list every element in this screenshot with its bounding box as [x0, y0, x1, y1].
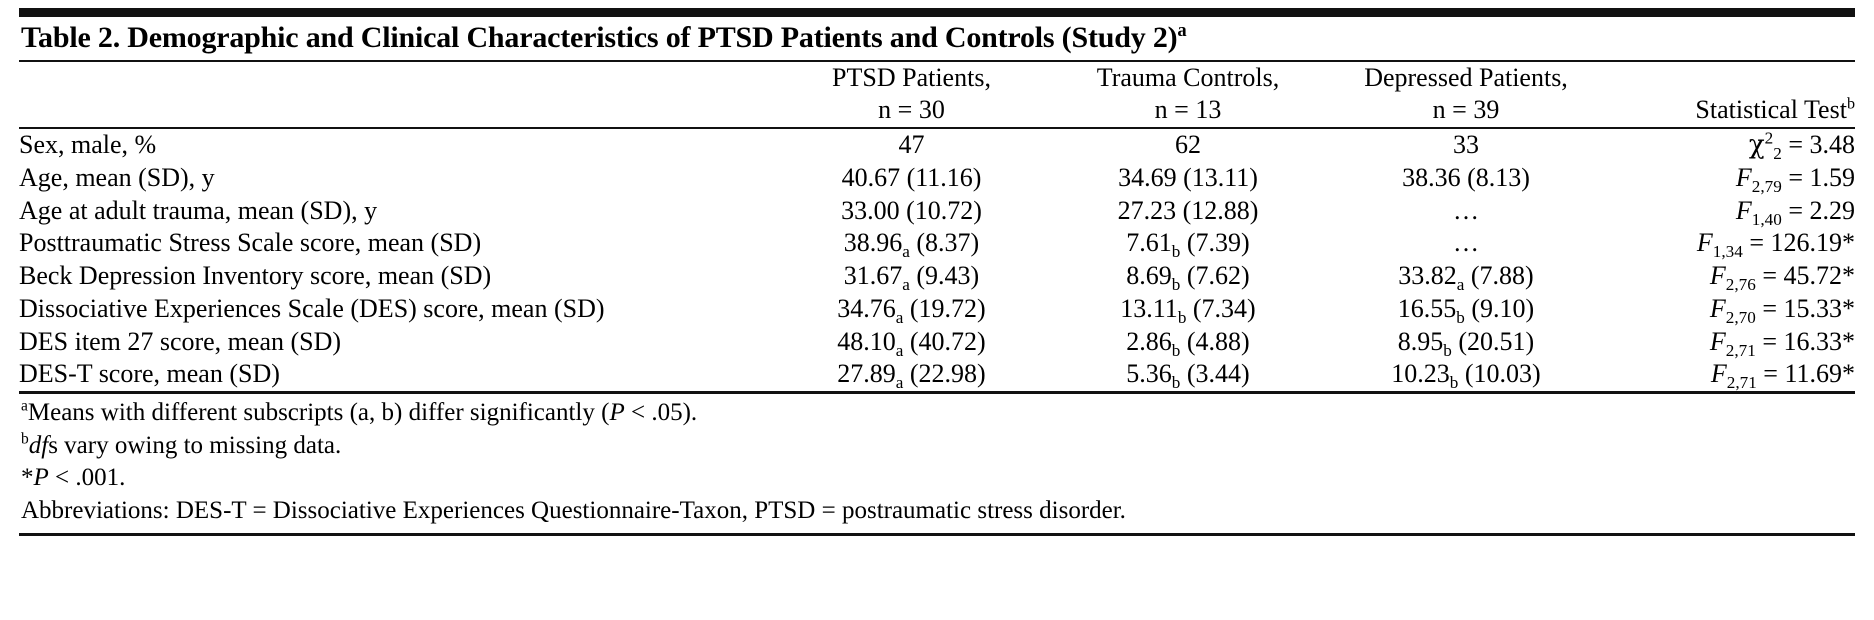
- row-label-des: Dissociative Experiences Scale (DES) score, mean (SD): [19, 293, 605, 323]
- column-header-stat-footnote-marker: b: [1846, 95, 1855, 113]
- cell-pss-ptsd-sd: (8.37): [909, 228, 980, 258]
- f-symbol: F: [1735, 162, 1752, 192]
- footnote-a: [19, 397, 1855, 430]
- cell-age-trauma-ptsd: 33.00 (10.72): [841, 195, 982, 225]
- cell-bdi-trauma-value: 8.69: [1126, 261, 1172, 291]
- footnote-abbreviations: Abbreviations: DES-T = Dissociative Experiences Questionnaire-Taxon, PTSD = postraumatic stress disorder.: [21, 496, 1126, 524]
- cell-des27-stat-value: = 16.33*: [1762, 326, 1855, 356]
- footnote-a-text-2: < .05).: [624, 399, 698, 427]
- column-header-statistical-test: [1610, 62, 1855, 128]
- chi-square-symbol: χ: [1748, 130, 1765, 161]
- table-row: [19, 195, 1855, 228]
- column-header-trauma-line2: n = 13: [1154, 95, 1222, 125]
- cell-sex-ptsd: 47: [898, 130, 925, 160]
- cell-pss-depressed: …: [1453, 228, 1479, 258]
- cell-bdi-trauma: [1054, 260, 1322, 293]
- cell-bdi-depressed-sd: (7.88): [1464, 261, 1534, 291]
- cell-des-depressed-subscript: b: [1456, 308, 1465, 328]
- table-top-rule: [19, 8, 1855, 17]
- cell-age-trauma-depressed: …: [1453, 195, 1479, 225]
- table-container: [19, 0, 1855, 536]
- cell-des27-ptsd-subscript: a: [895, 340, 904, 360]
- cell-des27-ptsd-value: 48.10: [837, 326, 896, 356]
- cell-age-trauma-stat: [1610, 195, 1855, 228]
- cell-pss-trauma-sd: (7.39): [1180, 228, 1250, 258]
- data-table: [19, 62, 1855, 128]
- column-header-trauma-controls: [1054, 62, 1322, 128]
- table-row: [19, 326, 1855, 359]
- footnote-b: [19, 430, 1855, 463]
- footnote-star-text: < .001.: [48, 464, 126, 492]
- cell-dest-ptsd-sd: (22.98): [903, 359, 986, 389]
- cell-bdi-trauma-subscript: b: [1171, 275, 1181, 295]
- cell-des-ptsd-sd: (19.72): [903, 293, 986, 323]
- cell-des-depressed-sd: (9.10): [1464, 293, 1535, 323]
- cell-dest-depressed-value: 10.23: [1391, 359, 1450, 389]
- cell-pss-ptsd-subscript: a: [902, 242, 910, 262]
- footnote-a-italic: P: [609, 399, 625, 427]
- footnote-a-text-1: Means with different subscripts (a, b) differ significantly (: [27, 399, 610, 427]
- table-row: [19, 227, 1855, 260]
- cell-pss-stat: [1610, 227, 1855, 260]
- cell-des27-depressed: [1322, 326, 1610, 359]
- f-symbol: F: [1710, 359, 1727, 389]
- cell-des-ptsd: [769, 293, 1054, 326]
- table-title-footnote-marker: a: [1177, 20, 1187, 41]
- cell-des-depressed-value: 16.55: [1397, 293, 1457, 323]
- f-subscript: 2,71: [1725, 340, 1756, 360]
- f-symbol: F: [1709, 293, 1726, 323]
- table-title-text: Table 2. Demographic and Clinical Characteristics of PTSD Patients and Controls (Study 2): [21, 21, 1178, 54]
- f-subscript: 2,71: [1726, 373, 1757, 393]
- f-symbol: F: [1735, 195, 1752, 225]
- row-label-bdi: Beck Depression Inventory score, mean (SD): [19, 261, 492, 291]
- cell-des27-trauma-sd: (4.88): [1180, 326, 1250, 356]
- cell-dest-stat-value: = 11.69*: [1763, 359, 1855, 389]
- cell-sex-stat-value: = 3.48: [1788, 130, 1855, 160]
- cell-dest-trauma-subscript: b: [1171, 373, 1181, 393]
- row-label-des-t: DES-T score, mean (SD): [19, 359, 280, 389]
- cell-des27-depressed-value: 8.95: [1397, 326, 1444, 356]
- cell-age-trauma-trauma: 27.23 (12.88): [1117, 195, 1259, 225]
- footnote-star: [19, 462, 1855, 495]
- table-head: [19, 62, 1855, 128]
- row-label-des-item-27: DES item 27 score, mean (SD): [19, 326, 342, 356]
- column-header-depressed-line2: n = 39: [1432, 95, 1500, 125]
- cell-des-depressed: [1322, 293, 1610, 326]
- cell-pss-stat-value: = 126.19*: [1749, 228, 1855, 258]
- cell-dest-ptsd-subscript: a: [895, 373, 904, 393]
- f-subscript: 1,40: [1751, 209, 1782, 229]
- footnote-a-marker: a: [21, 397, 28, 415]
- cell-bdi-depressed: [1322, 260, 1610, 293]
- cell-dest-stat: [1610, 358, 1855, 391]
- cell-des27-stat: [1610, 326, 1855, 359]
- cell-age-stat-value: = 1.59: [1788, 162, 1855, 192]
- cell-des-ptsd-value: 34.76: [837, 293, 896, 323]
- cell-des27-depressed-sd: (20.51): [1451, 326, 1535, 356]
- column-header-depressed-line1: Depressed Patients,: [1364, 62, 1568, 92]
- cell-des-trauma-value: 13.11: [1120, 293, 1178, 323]
- cell-age-trauma-stat-value: = 2.29: [1788, 195, 1855, 225]
- footnote-b-marker: b: [21, 430, 29, 448]
- row-label-age: Age, mean (SD), y: [19, 162, 215, 192]
- cell-bdi-stat: [1610, 260, 1855, 293]
- cell-des-trauma: [1054, 293, 1322, 326]
- cell-sex-stat: [1610, 129, 1855, 162]
- table-bottom-rule: [19, 533, 1855, 536]
- cell-pss-trauma-subscript: b: [1171, 242, 1181, 262]
- cell-bdi-ptsd-value: 31.67: [843, 261, 903, 291]
- cell-bdi-ptsd-subscript: a: [902, 275, 910, 295]
- cell-age-trauma: 34.69 (13.11): [1118, 162, 1258, 192]
- cell-des27-trauma: [1054, 326, 1322, 359]
- row-label-sex: Sex, male, %: [19, 130, 157, 160]
- row-label-pss: Posttraumatic Stress Scale score, mean (SD): [19, 228, 482, 258]
- cell-dest-ptsd: [769, 358, 1054, 391]
- table-row: [19, 162, 1855, 195]
- cell-des27-trauma-value: 2.86: [1126, 326, 1172, 356]
- cell-des-ptsd-subscript: a: [895, 308, 904, 328]
- cell-des-stat-value: = 15.33*: [1762, 293, 1855, 323]
- column-header-trauma-line1: Trauma Controls,: [1096, 62, 1280, 92]
- cell-dest-ptsd-value: 27.89: [837, 359, 896, 389]
- footnotes: [19, 394, 1855, 527]
- f-symbol: F: [1709, 261, 1726, 291]
- row-label-age-trauma: Age at adult trauma, mean (SD), y: [19, 195, 378, 225]
- chi-square-subscript: 2: [1773, 144, 1782, 164]
- f-subscript: 2,79: [1751, 177, 1782, 197]
- cell-pss-ptsd: [769, 227, 1054, 260]
- column-header-label: [19, 62, 769, 128]
- table-row: [19, 260, 1855, 293]
- footnote-star-italic: P: [33, 464, 49, 492]
- cell-pss-ptsd-value: 38.96: [843, 228, 903, 258]
- data-table-body: [19, 129, 1855, 391]
- column-header-stat-text: Statistical Test: [1695, 95, 1847, 125]
- cell-sex-trauma: 62: [1175, 130, 1201, 160]
- footnote-b-italic: df: [28, 431, 49, 459]
- f-subscript: 2,70: [1725, 308, 1756, 328]
- cell-dest-depressed-sd: (10.03): [1458, 359, 1541, 389]
- footnote-b-text: s vary owing to missing data.: [48, 431, 342, 459]
- cell-bdi-ptsd: [769, 260, 1054, 293]
- cell-bdi-depressed-value: 33.82: [1398, 261, 1457, 291]
- cell-dest-depressed-subscript: b: [1449, 373, 1459, 393]
- footnote-star-marker: *: [21, 464, 34, 492]
- column-header-ptsd-line2: n = 30: [878, 95, 945, 125]
- cell-dest-trauma-value: 5.36: [1126, 359, 1172, 389]
- cell-bdi-depressed-subscript: a: [1456, 275, 1465, 295]
- cell-des27-trauma-subscript: b: [1171, 340, 1181, 360]
- f-symbol: F: [1696, 228, 1713, 258]
- cell-des27-depressed-subscript: b: [1443, 340, 1452, 360]
- cell-sex-depressed: 33: [1453, 130, 1479, 160]
- cell-dest-depressed: [1322, 358, 1610, 391]
- column-header-ptsd-patients: [769, 62, 1054, 128]
- table-row: [19, 129, 1855, 162]
- f-subscript: 1,34: [1712, 242, 1743, 262]
- table-title: [19, 17, 1855, 60]
- cell-des-trauma-subscript: b: [1177, 308, 1187, 328]
- cell-des-trauma-sd: (7.34): [1186, 293, 1256, 323]
- cell-des27-ptsd-sd: (40.72): [903, 326, 986, 356]
- table-row: [19, 358, 1855, 391]
- cell-des-stat: [1610, 293, 1855, 326]
- column-header-ptsd-line1: PTSD Patients,: [832, 62, 991, 92]
- f-symbol: F: [1709, 326, 1726, 356]
- table-header-row: [19, 62, 1855, 128]
- table-row: [19, 293, 1855, 326]
- cell-dest-trauma: [1054, 358, 1322, 391]
- cell-bdi-stat-value: = 45.72*: [1762, 261, 1855, 291]
- cell-bdi-trauma-sd: (7.62): [1180, 261, 1250, 291]
- chi-square-superscript: 2: [1764, 128, 1774, 148]
- cell-age-stat: [1610, 162, 1855, 195]
- cell-age-ptsd: 40.67 (11.16): [841, 162, 982, 192]
- cell-pss-trauma: [1054, 227, 1322, 260]
- cell-age-depressed: 38.36 (8.13): [1402, 162, 1530, 192]
- f-subscript: 2,76: [1725, 275, 1756, 295]
- cell-bdi-ptsd-sd: (9.43): [909, 261, 980, 291]
- cell-dest-trauma-sd: (3.44): [1180, 359, 1250, 389]
- cell-pss-trauma-value: 7.61: [1126, 228, 1172, 258]
- column-header-depressed-patients: [1322, 62, 1610, 128]
- cell-des27-ptsd: [769, 326, 1054, 359]
